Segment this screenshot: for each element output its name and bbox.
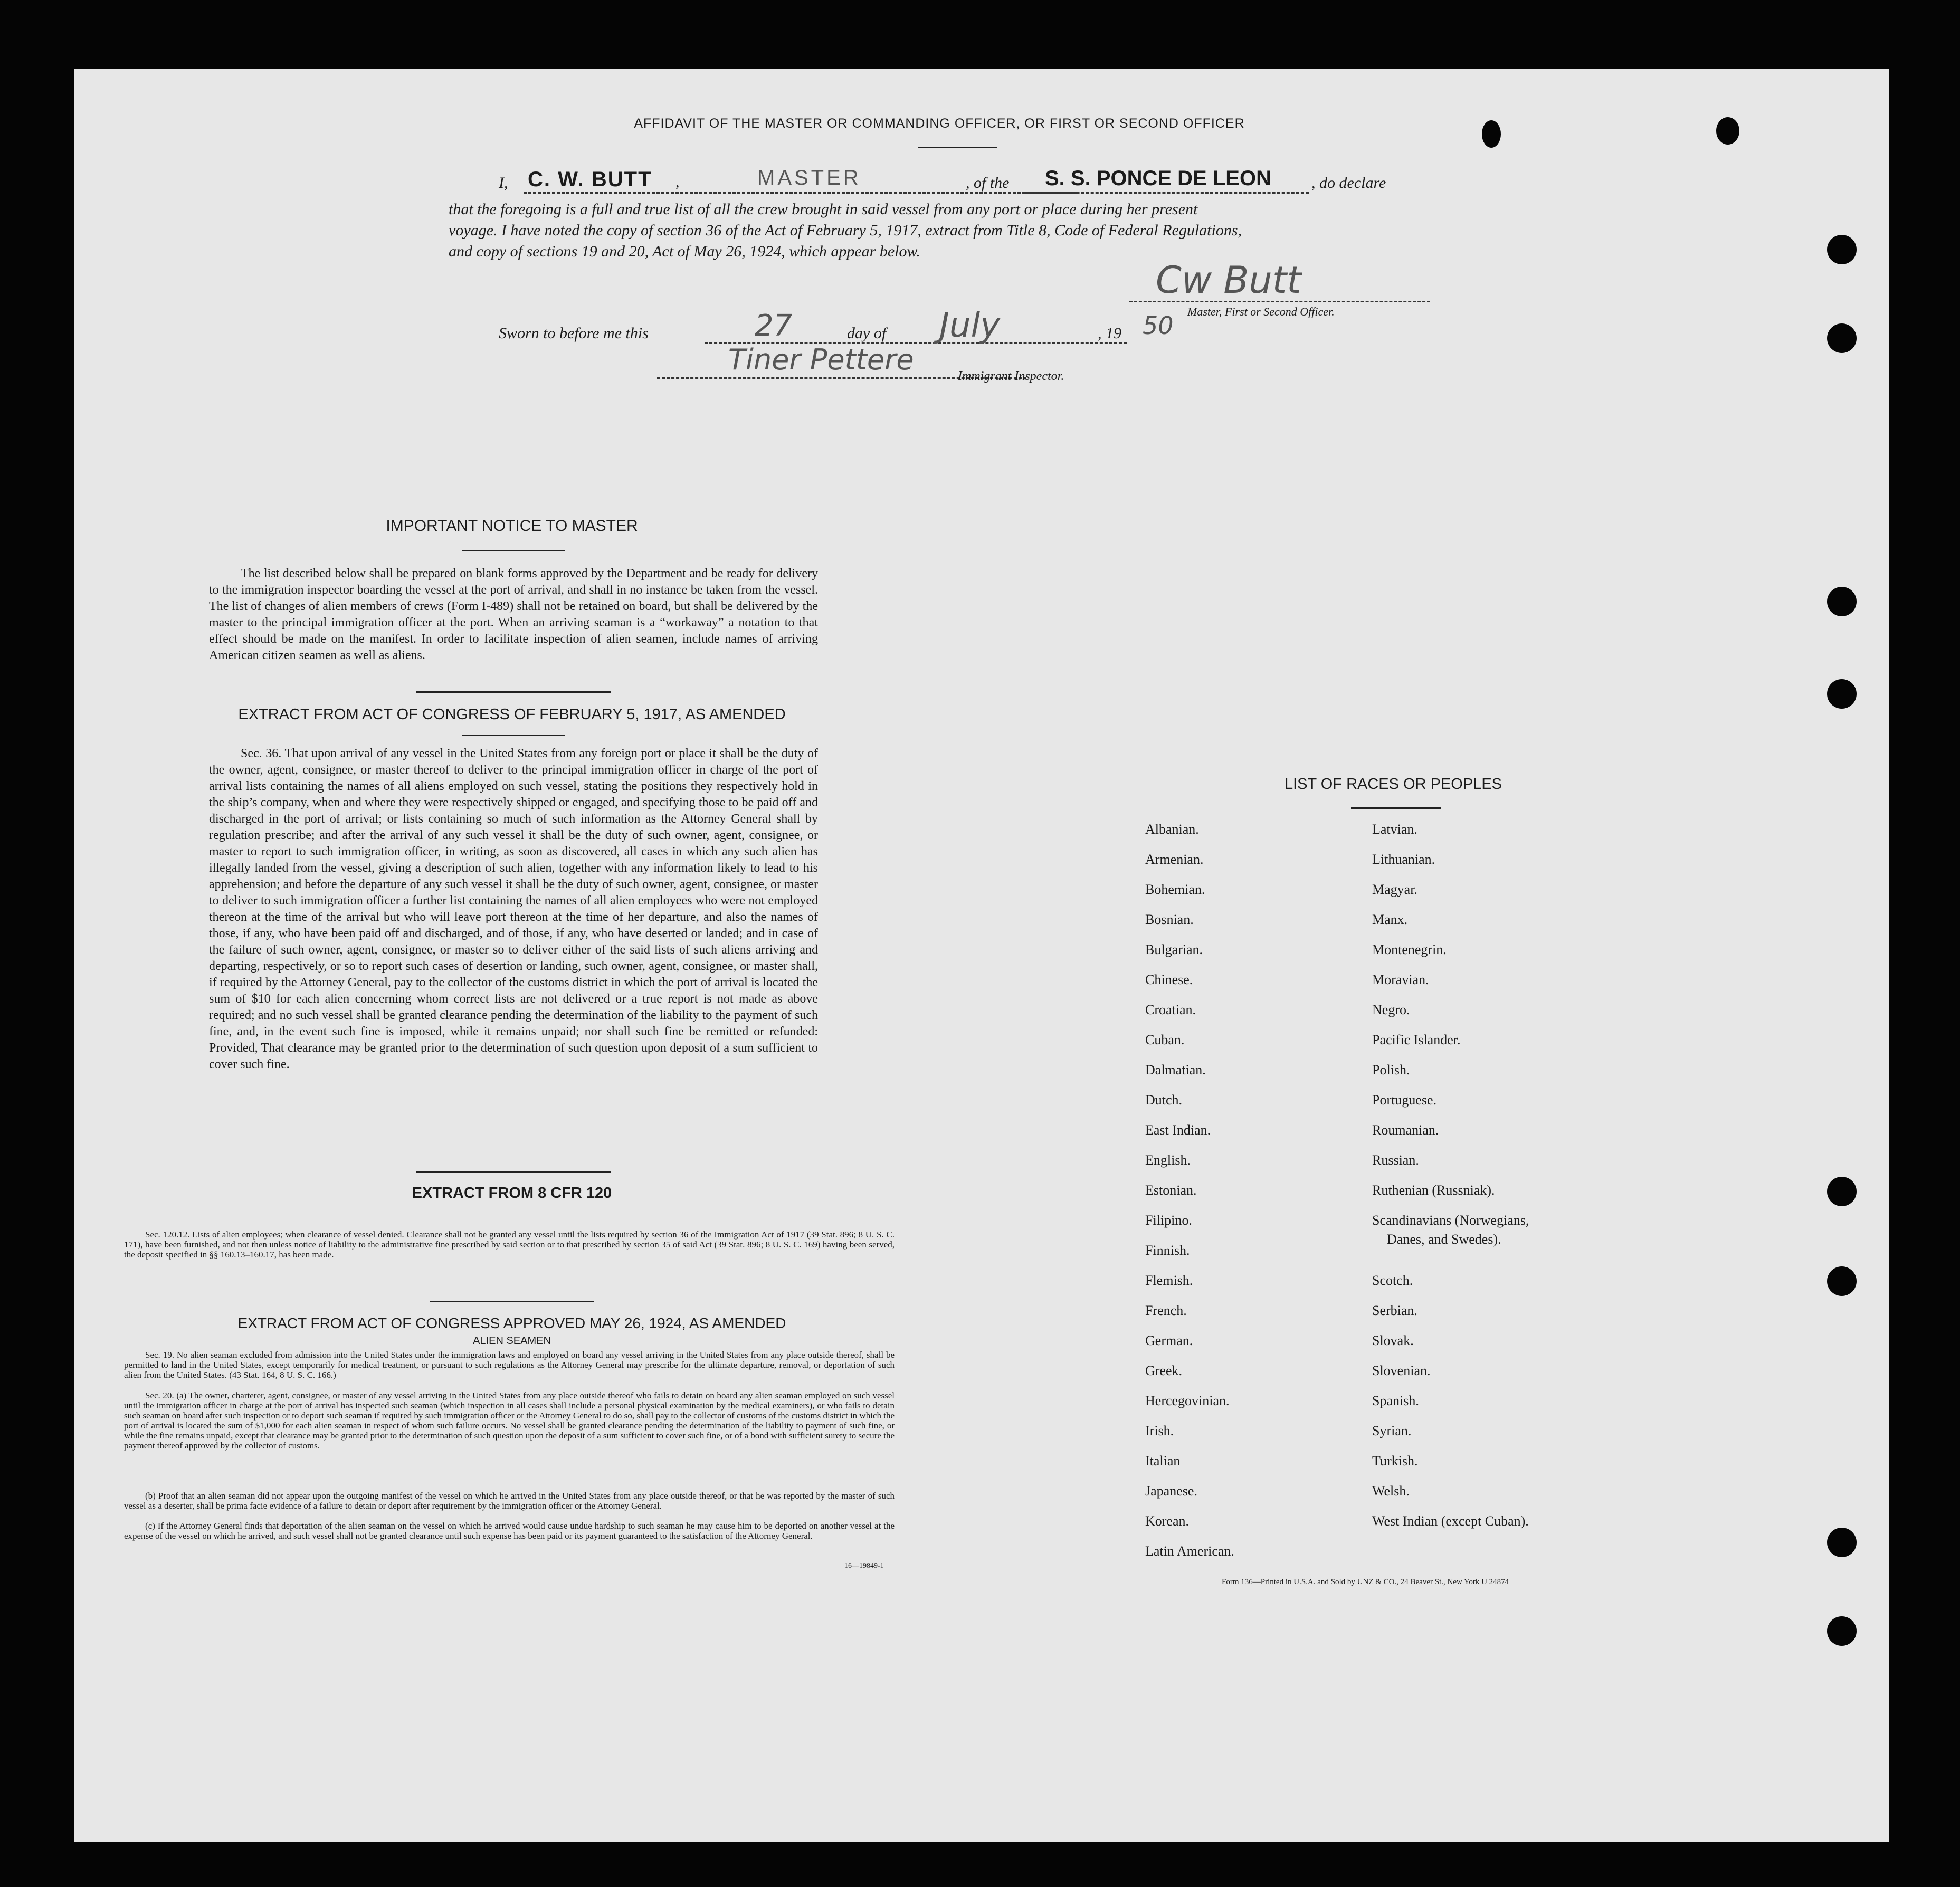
- affidavit-title: AFFIDAVIT OF THE MASTER OR COMMANDING OFFICER, OR FIRST OR SECOND OFFICER: [634, 116, 1245, 131]
- comma: ,: [675, 173, 680, 190]
- extract-1924-title: EXTRACT FROM ACT OF CONGRESS APPROVED MAY 26, 1924, AS AMENDED: [237, 1315, 786, 1331]
- sec-20a-text: Sec. 20. (a) The owner, charterer, agent, consignee, or master of any vessel arriving in the United States from any place outside thereof who fails to detain on board any alien seaman employed on such vessel until the immigration officer in charge at the port of arrival has inspected such seaman (which inspection in all cases shall include a personal physical examination by the medical examiners), or who fails to detain such seaman on board after such inspection or to deport such seaman if required by such immigration officer or the Attorney General to do so, shall pay to the collector of customs of the customs district in which the port of arrival is located the sum of $1,000 for each alien seaman in respect of whom such failure occurs. No vessel shall be granted clearance pending the determination of the liability to payment of such fine, or while the fine remains unpaid, except that clearance may be granted prior to the determination of such question upon the deposit of a sum sufficient to cover such fine, or of a bond with sufficient surety to secure the payment thereof approved by the collector of customs.: [124, 1390, 895, 1451]
- rank-handwritten: MASTER: [757, 166, 861, 189]
- punch-hole: [1827, 1177, 1857, 1206]
- i-label: I,: [499, 174, 508, 192]
- race-item: Spanish.: [1372, 1393, 1419, 1408]
- punch-hole: [1827, 323, 1857, 353]
- punch-hole: [1827, 1616, 1857, 1646]
- race-item: Russian.: [1372, 1152, 1419, 1168]
- do-declare: , do declare: [1311, 174, 1386, 192]
- race-item: Bosnian.: [1145, 912, 1194, 927]
- sworn-month: July: [939, 306, 1001, 345]
- sworn-day: 27: [755, 309, 793, 343]
- affidavit-line: that the foregoing is a full and true list of all the crew brought in said vessel from any port or place during her present: [449, 201, 1198, 218]
- race-item: Scandinavians (Norwegians,: [1372, 1213, 1529, 1228]
- race-item: Ruthenian (Russniak).: [1372, 1183, 1495, 1198]
- extract-1924-subtitle: ALIEN SEAMEN: [473, 1335, 551, 1347]
- affidavit-line: and copy of sections 19 and 20, Act of May 26, 1924, which appear below.: [449, 243, 920, 260]
- footer-form-line: Form 136—Printed in U.S.A. and Sold by UNZ & CO., 24 Beaver St., New York U 24874: [1222, 1578, 1509, 1586]
- punch-hole: [1827, 1266, 1857, 1296]
- sworn-label: Sworn to before me this: [499, 325, 649, 342]
- master-name: C. W. BUTT: [528, 168, 652, 191]
- race-item: Finnish.: [1145, 1243, 1190, 1258]
- race-item: Pacific Islander.: [1372, 1032, 1461, 1047]
- race-item: Latvian.: [1372, 822, 1417, 837]
- race-item: Irish.: [1145, 1423, 1174, 1438]
- form-code: 16—19849-1: [844, 1562, 884, 1570]
- races-right-column: [1372, 822, 1647, 1543]
- race-item: Italian: [1145, 1453, 1181, 1469]
- races-title: LIST OF RACES OR PEOPLES: [1284, 776, 1502, 793]
- race-item: Scotch.: [1372, 1273, 1413, 1288]
- race-item: Slovak.: [1372, 1333, 1414, 1348]
- race-item: Portuguese.: [1372, 1092, 1437, 1108]
- affidavit-line: voyage. I have noted the copy of section 36 of the Act of February 5, 1917, extract from Title 8, Code of Federal Regulations,: [449, 222, 1242, 239]
- cfr-title: EXTRACT FROM 8 CFR 120: [412, 1185, 612, 1202]
- race-item: Moravian.: [1372, 972, 1429, 987]
- year-suffix: 50: [1143, 311, 1174, 340]
- race-item: Albanian.: [1145, 822, 1199, 837]
- punch-hole: [1827, 1528, 1857, 1557]
- vessel-name: S. S. PONCE DE LEON: [1045, 167, 1271, 190]
- master-signature: Cw Butt: [1156, 259, 1301, 302]
- document-page: [74, 69, 1889, 1842]
- race-item: Hercegovinian.: [1145, 1393, 1230, 1408]
- race-item: Montenegrin.: [1372, 942, 1447, 957]
- ink-mark: [1482, 120, 1501, 148]
- race-item: Cuban.: [1145, 1032, 1185, 1047]
- race-item: West Indian (except Cuban).: [1372, 1513, 1529, 1529]
- race-item: Danes, and Swedes).: [1387, 1232, 1501, 1247]
- inspector-signature: Tiner Pettere: [728, 343, 914, 376]
- race-item: Croatian.: [1145, 1002, 1196, 1017]
- race-item: Roumanian.: [1372, 1122, 1439, 1138]
- race-item: Korean.: [1145, 1513, 1190, 1529]
- race-item: Welsh.: [1372, 1483, 1410, 1499]
- punch-hole: [1827, 235, 1857, 264]
- race-item: Manx.: [1372, 912, 1408, 927]
- extract-1917-text: Sec. 36. That upon arrival of any vessel in the United States from any foreign port or place it shall be the duty of the owner, agent, consignee, or master thereof to deliver to the principal immigration officer in charge of the port of arrival lists containing the names of all aliens employed on such vessel, stating the positions they respectively hold in the ship’s company, when and where they were respectively shipped or engaged, and specifying those to be paid off and discharged in the port of arrival; or lists containing so much of such information as the Attorney General shall by regulation prescribe; and after the arrival of any such vessel it shall be the duty of such owner, agent, consignee, or master to report to such immigration officer, in writing, as soon as discovered, all cases in which any such alien has illegally landed from the vessel, giving a description of such alien, together with any information likely to lead to his apprehension; and before the departure of any such vessel it shall be the duty of such owner, agent, consignee, or master to deliver to such immigration officer a further list containing the names of all alien employees who were not employed thereon at the time of the arrival but who will leave port thereon at the time of her departure, and also the names of those, if any, who have been paid off and discharged, and of those, if any, who have deserted or landed; and in case of the failure of such owner, agent, consignee, or master so to deliver either of the said lists of such aliens arriving and departing, respectively, or so to report such cases of desertion or landing, such owner, agent, consignee, or master shall, if required by the Attorney General, pay to the collector of the customs district in which the port of arrival is located the sum of $10 for each alien concerning whom correct lists are not delivered or a true report is not made as above required; and no such vessel shall be granted clearance pending the determination of the liability to the payment of such fine, and, in the event such fine is imposed, while it remains unpaid; nor shall such fine be remitted or refunded: Provided, That clearance may be granted prior to the determination of such question upon deposit of a sum sufficient to cover such fine.: [209, 747, 818, 1071]
- races-left-column: [1145, 822, 1356, 1574]
- race-item: Greek.: [1145, 1363, 1183, 1378]
- race-item: Chinese.: [1145, 972, 1193, 987]
- race-item: Dalmatian.: [1145, 1062, 1206, 1078]
- sec-20c-text: (c) If the Attorney General finds that deportation of the alien seaman on the vessel on which he arrived would cause undue hardship to such seaman he may cause him to be deported on another vessel at the expense of the vessel on which he arrived, and such vessel shall not be granted clearance until such expense has been paid or its payment guaranteed to the satisfaction of the Attorney General.: [124, 1521, 895, 1541]
- cfr-text: Sec. 120.12. Lists of alien employees; when clearance of vessel denied. Clearance shall not be granted any vessel until the lists required by section 36 of the Immigration Act of 1917 (39 Stat. 896; 8 U. S. C. 171), have been furnished, and not then unless notice of liability to the administrative fine prescribed by said section or to that prescribed by section 35 of said Act (39 Stat. 896; 8 U. S. C. 169) having been served, the deposit specified in §§ 160.13–160.17, has been made.: [124, 1230, 895, 1260]
- divider: [918, 147, 997, 148]
- master-caption: Master, First or Second Officer.: [1187, 305, 1335, 318]
- race-item: Flemish.: [1145, 1273, 1193, 1288]
- race-item: Polish.: [1372, 1062, 1410, 1078]
- race-item: Estonian.: [1145, 1183, 1197, 1198]
- extract-1917-title: EXTRACT FROM ACT OF CONGRESS OF FEBRUARY 5, 1917, AS AMENDED: [238, 706, 786, 723]
- race-item: Filipino.: [1145, 1213, 1192, 1228]
- race-item: Magyar.: [1372, 882, 1417, 897]
- race-item: Dutch.: [1145, 1092, 1183, 1108]
- sec-19-text: Sec. 19. No alien seaman excluded from admission into the United States under the immigration laws and employed on board any vessel arriving in the United States from any place outside thereof, shall be permitted to land in the United States, except temporarily for medical treatment, or pursuant to such regulations as the Attorney General may prescribe for the ultimate departure, removal, or deportation of such alien from the United States. (43 Stat. 164, 8 U. S. C. 166.): [124, 1350, 895, 1380]
- notice-title: IMPORTANT NOTICE TO MASTER: [386, 517, 638, 535]
- race-item: East Indian.: [1145, 1122, 1211, 1138]
- race-item: Syrian.: [1372, 1423, 1412, 1438]
- race-item: Japanese.: [1145, 1483, 1197, 1499]
- race-item: French.: [1145, 1303, 1187, 1318]
- punch-hole: [1827, 679, 1857, 709]
- race-item: Lithuanian.: [1372, 852, 1435, 867]
- race-item: English.: [1145, 1152, 1191, 1168]
- race-item: Latin American.: [1145, 1543, 1234, 1559]
- notice-text: The list described below shall be prepared on blank forms approved by the Department and be ready for delivery to the immigration inspector boarding the vessel at the port of arrival, and shall in no instance be taken from the vessel. The list of changes of alien members of crews (Form I-489) shall not be retained on board, but shall be delivered by the master to the principal immigration officer at the port. When an arriving seaman is a “workaway” a notation to that effect should be made on the manifest. In order to facilitate inspection of alien seamen, include names of arriving American citizen seamen as well as aliens.: [209, 567, 818, 662]
- race-item: Slovenian.: [1372, 1363, 1431, 1378]
- race-item: Armenian.: [1145, 852, 1204, 867]
- race-item: Negro.: [1372, 1002, 1410, 1017]
- race-item: Turkish.: [1372, 1453, 1418, 1469]
- punch-hole: [1827, 587, 1857, 616]
- race-item: Bohemian.: [1145, 882, 1205, 897]
- day-of-label: day of: [847, 325, 887, 342]
- year-prefix: , 19: [1098, 325, 1121, 342]
- sec-20b-text: (b) Proof that an alien seaman did not appear upon the outgoing manifest of the vessel on which he arrived in the United States from any place outside thereof, or that he was reported by the master of such vessel as a deserter, shall be prima facie evidence of a failure to detain or deport after requirement by the immigration officer or the Attorney General.: [124, 1491, 895, 1511]
- of-the-label: , of the: [966, 174, 1010, 192]
- race-item: Bulgarian.: [1145, 942, 1203, 957]
- race-item: Serbian.: [1372, 1303, 1417, 1318]
- inspector-caption: Immigrant Inspector.: [958, 369, 1064, 383]
- ink-mark: [1716, 117, 1739, 145]
- race-item: German.: [1145, 1333, 1193, 1348]
